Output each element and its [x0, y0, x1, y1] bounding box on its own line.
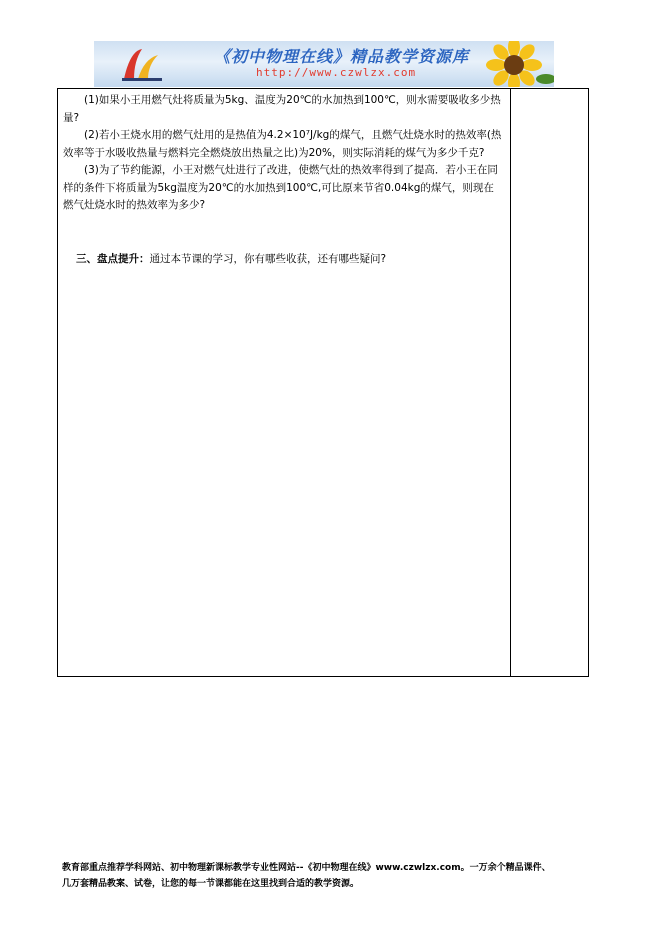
- review-section: [63, 251, 503, 269]
- header-banner: [94, 41, 554, 87]
- worksheet-content: [63, 92, 503, 268]
- footer-line-2: 几万套精品教案、试卷，让您的每一节课都能在这里找到合适的教学资源。: [62, 879, 360, 889]
- sunflower-icon: [466, 41, 554, 87]
- question-1: (1)如果小王用燃气灶将质量为5kg、温度为20℃的水加热到100℃，则水需要吸收多少热量?: [63, 94, 501, 124]
- question-3: (3)为了节约能源，小王对燃气灶进行了改进，使燃气灶的热效率得到了提高．若小王在同样的条件下将质量为5kg温度为20℃的水加热到100℃,可比原来节省0.04kg的煤气，则现在燃气灶烧水时的热效率为多少?: [63, 164, 498, 211]
- footer-line-1: 教育部重点推荐学科网站、初中物理新课标教学专业性网站--《初中物理在线》www.czwlzx.com。一万余个精品课件、: [62, 863, 551, 873]
- column-divider: [510, 89, 511, 676]
- section-heading: 三、盘点提升：: [76, 252, 150, 265]
- question-2: (2)若小王烧水用的燃气灶用的是热值为4.2×10⁷J/kg的煤气，且燃气灶烧水时的热效率(热效率等于水吸收热量与燃料完全燃烧放出热量之比)为20%，则实际消耗的煤气为多少千克?: [63, 129, 502, 159]
- site-logo-icon: [120, 45, 164, 83]
- banner-title: 《初中物理在线》精品教学资源库: [214, 47, 470, 66]
- banner-url[interactable]: http://www.czwlzx.com: [256, 66, 417, 79]
- page-footer: [62, 860, 602, 892]
- section-text: 通过本节课的学习，你有哪些收获，还有哪些疑问?: [149, 252, 387, 265]
- worksheet-table: [57, 88, 589, 677]
